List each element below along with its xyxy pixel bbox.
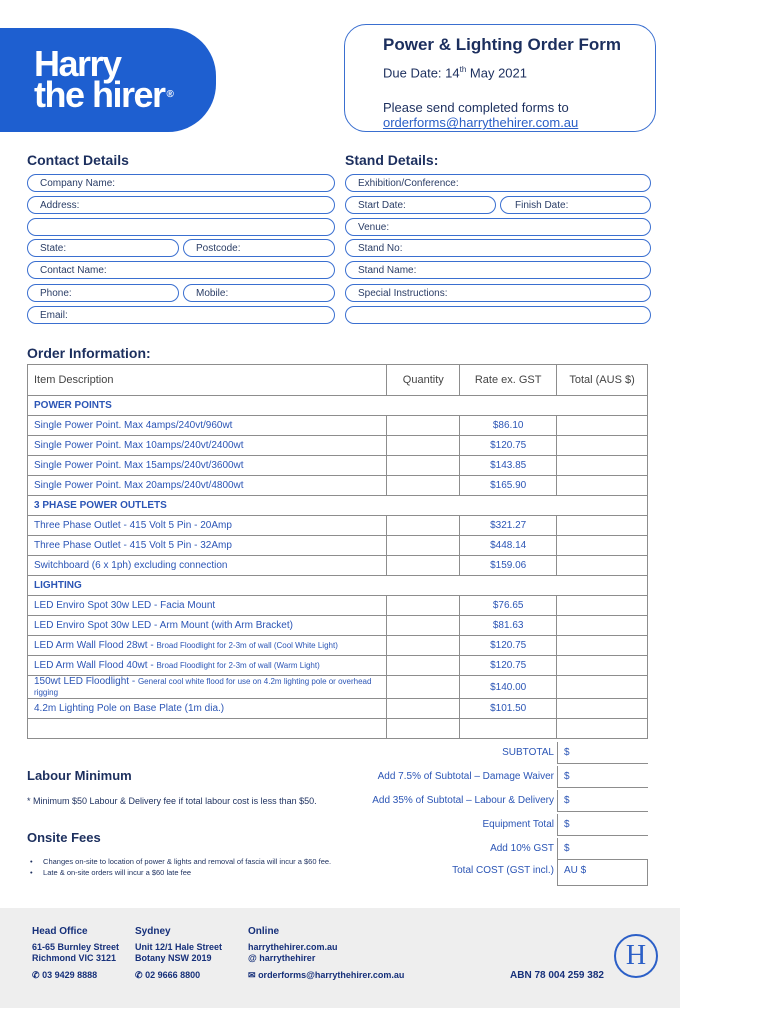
brand-mark-icon: H [614,934,658,978]
total-cell[interactable] [557,596,648,616]
at-icon: @ [248,953,257,963]
labour-minimum-heading: Labour Minimum [27,768,132,783]
table-row [28,719,648,739]
head-office-line1: 61-65 Burnley Street [32,942,120,952]
section-title: LIGHTING [28,576,648,596]
rate-cell: $448.14 [460,536,557,556]
mobile-field[interactable]: Mobile: [183,284,335,302]
rate-cell: $159.06 [460,556,557,576]
stand-name-field[interactable]: Stand Name: [345,261,651,279]
quantity-cell[interactable] [387,676,460,699]
item-description: Three Phase Outlet - 415 Volt 5 Pin - 20Amp [28,516,387,536]
quantity-cell[interactable] [387,436,460,456]
quantity-cell[interactable] [387,536,460,556]
table-row [28,476,648,496]
stand-details-heading: Stand Details: [345,152,439,168]
total-cell[interactable] [557,616,648,636]
summary-label: Add 35% of Subtotal – Labour & Delivery [372,795,554,806]
start-date-field[interactable]: Start Date: [345,196,496,214]
rate-cell: $120.75 [460,436,557,456]
harry-the-hirer-logo [0,28,216,132]
contact-details-heading: Contact Details [27,152,129,168]
table-row [28,416,648,436]
total-cell[interactable] [557,456,648,476]
quantity-cell[interactable] [387,636,460,656]
item-description: 150wt LED Floodlight - General cool white flood for use on 4.2m lighting pole or overhead rigging [28,676,387,699]
summary-value-cell[interactable]: $ [557,814,648,836]
rate-cell: $143.85 [460,456,557,476]
logo-line-2: the hirer ® [34,74,173,115]
total-cell[interactable] [557,699,648,719]
head-office-phone: ✆ 03 9429 8888 [32,970,98,980]
table-row [28,556,648,576]
venue-field[interactable]: Venue: [345,218,651,236]
table-row [28,656,648,676]
send-instruction: Please send completed forms to [383,100,569,116]
head-office-title: Head Office [32,926,88,937]
summary-value-cell[interactable]: AU $ [557,860,648,886]
head-office-line2: Richmond VIC 3121 [32,953,117,963]
item-description[interactable] [28,719,387,739]
quantity-cell[interactable] [387,656,460,676]
sydney-line2: Botany NSW 2019 [135,953,212,963]
item-description: LED Arm Wall Flood 40wt - Broad Floodlight for 2-3m of wall (Warm Light) [28,656,387,676]
summary-label: Add 10% GST [490,843,554,854]
item-description: LED Enviro Spot 30w LED - Facia Mount [28,596,387,616]
table-row [28,456,648,476]
table-row [28,676,648,699]
summary-label: Add 7.5% of Subtotal – Damage Waiver [377,771,554,782]
sydney-line1: Unit 12/1 Hale Street [135,942,223,952]
phone-icon: ✆ [32,970,40,980]
finish-date-field[interactable]: Finish Date: [500,196,651,214]
postcode-field[interactable]: Postcode: [183,239,335,257]
quantity-cell[interactable] [387,556,460,576]
total-cell[interactable] [557,636,648,656]
mail-icon: ✉ [248,970,256,980]
order-information-heading: Order Information: [27,345,151,361]
section-title: 3 PHASE POWER OUTLETS [28,496,648,516]
table-row [28,596,648,616]
item-description: 4.2m Lighting Pole on Base Plate (1m dia.) [28,699,387,719]
rate-cell: $101.50 [460,699,557,719]
item-description: LED Arm Wall Flood 28wt - Broad Floodlight for 2-3m of wall (Cool White Light) [28,636,387,656]
form-title: Power & Lighting Order Form [383,35,622,54]
table-row [28,516,648,536]
rate-cell: $81.63 [460,616,557,636]
onsite-fees-list [30,856,331,878]
quantity-cell[interactable] [387,456,460,476]
quantity-cell[interactable] [387,516,460,536]
item-description: LED Enviro Spot 30w LED - Arm Mount (with Arm Bracket) [28,616,387,636]
total-cell[interactable] [557,719,648,739]
summary-label: Total COST (GST incl.) [452,865,554,876]
rate-cell: $120.75 [460,636,557,656]
onsite-fees-heading: Onsite Fees [27,830,101,845]
summary-value-cell[interactable]: $ [557,766,648,788]
total-cell[interactable] [557,436,648,456]
company-name-field[interactable]: Company Name: [27,174,335,192]
order-table [27,364,648,739]
sydney-title: Sydney [135,926,171,937]
phone-field[interactable]: Phone: [27,284,179,302]
item-description: Single Power Point. Max 15amps/240vt/3600wt [28,456,387,476]
table-header-row [28,365,648,396]
rate-cell: $76.65 [460,596,557,616]
social-handle[interactable]: @ harrythehirer [248,953,316,963]
table-row [28,636,648,656]
table-row [28,536,648,556]
rate-cell: $165.90 [460,476,557,496]
summary-value-cell[interactable]: $ [557,838,648,860]
column-header: Item Description [28,365,387,396]
onsite-fee-bullet: • Late & on-site orders will incur a $60 late fee [30,868,192,877]
quantity-cell[interactable] [387,416,460,436]
footer [0,908,680,1008]
quantity-cell[interactable] [387,596,460,616]
labour-minimum-note: * Minimum $50 Labour & Delivery fee if total labour cost is less than $50. [27,796,317,806]
column-header: Total (AUS $) [557,365,648,396]
online-title: Online [248,926,280,937]
rate-cell [460,719,557,739]
contact-name-field[interactable]: Contact Name: [27,261,335,279]
item-description: Single Power Point. Max 4amps/240vt/960wt [28,416,387,436]
special-instructions-field[interactable]: Special Instructions: [345,284,651,302]
quantity-cell[interactable] [387,699,460,719]
column-header: Rate ex. GST [460,365,557,396]
summary-value-cell[interactable]: $ [557,790,648,812]
total-cell[interactable] [557,476,648,496]
total-cell[interactable] [557,656,648,676]
section-title: POWER POINTS [28,396,648,416]
total-cell[interactable] [557,516,648,536]
item-description: Three Phase Outlet - 415 Volt 5 Pin - 32Amp [28,536,387,556]
column-header: Quantity [387,365,460,396]
total-cell[interactable] [557,416,648,436]
due-date: Due Date: 14th May 2021 [383,65,527,81]
logo-line-1: Harry [34,43,121,84]
quantity-cell[interactable] [387,476,460,496]
rate-cell: $120.75 [460,656,557,676]
summary-label: Equipment Total [482,819,554,830]
section-row [28,496,648,516]
rate-cell: $140.00 [460,676,557,699]
item-description: Switchboard (6 x 1ph) excluding connection [28,556,387,576]
table-row [28,699,648,719]
total-cell[interactable] [557,536,648,556]
rate-cell: $86.10 [460,416,557,436]
total-cell[interactable] [557,556,648,576]
quantity-cell[interactable] [387,616,460,636]
form-title-box [344,24,656,132]
stand-no-field[interactable]: Stand No: [345,239,651,257]
order-email-link[interactable]: orderforms@harrythehirer.com.au [383,115,579,131]
onsite-fee-bullet: • Changes on-site to location of power & lights and removal of fascia will incur a $60 fee. [30,857,332,866]
special-instructions-line2[interactable] [345,306,651,324]
quantity-cell[interactable] [387,719,460,739]
abn-number: ABN 78 004 259 382 [510,970,604,981]
table-row [28,436,648,456]
section-row [28,396,648,416]
table-row [28,616,648,636]
exhibition-field[interactable]: Exhibition/Conference: [345,174,651,192]
state-field[interactable]: State: [27,239,179,257]
website-link[interactable]: harrythehirer.com.au [248,942,338,952]
sydney-phone: ✆ 02 9666 8800 [135,970,201,980]
summary-value-cell[interactable]: $ [557,742,648,764]
total-cell[interactable] [557,676,648,699]
address-line2-field[interactable] [27,218,335,236]
address-field[interactable]: Address: [27,196,335,214]
section-row [28,576,648,596]
email-field[interactable]: Email: [27,306,335,324]
phone-icon: ✆ [135,970,143,980]
summary-label: SUBTOTAL [502,747,554,758]
item-description: Single Power Point. Max 10amps/240vt/2400wt [28,436,387,456]
item-description: Single Power Point. Max 20amps/240vt/4800wt [28,476,387,496]
rate-cell: $321.27 [460,516,557,536]
footer-email-link[interactable]: ✉ orderforms@harrythehirer.com.au [248,970,405,980]
